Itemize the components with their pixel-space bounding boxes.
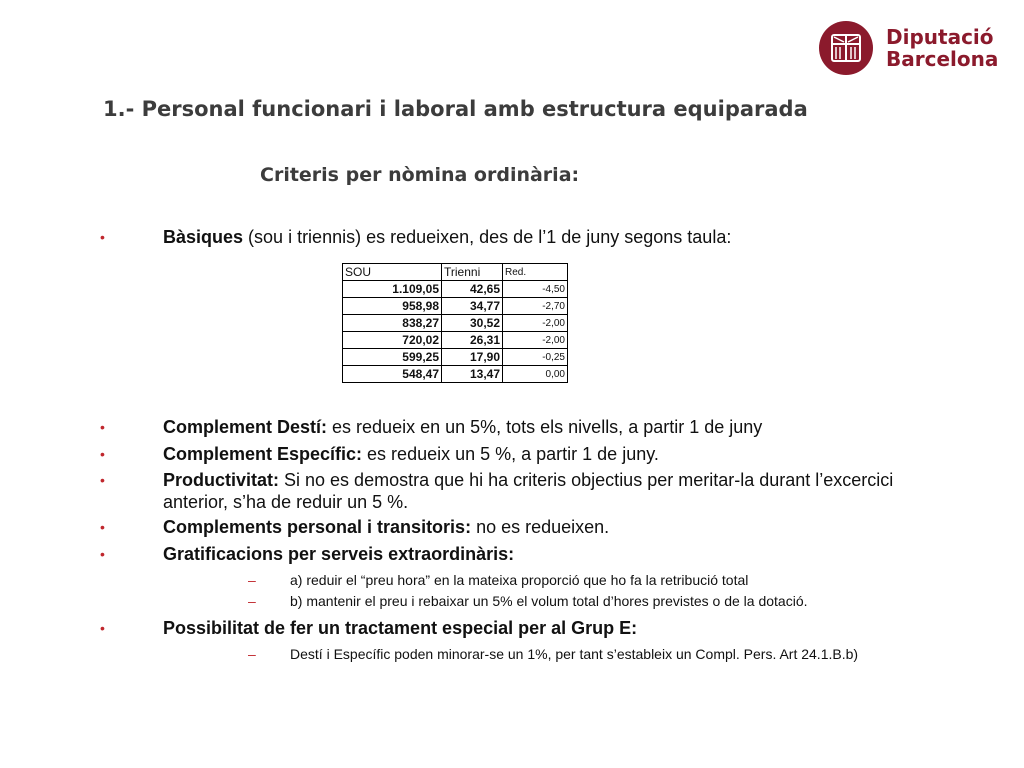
bullet-bold: Complements personal i transitoris:	[163, 517, 472, 537]
table-cell-sou: 838,27	[343, 315, 442, 332]
bullet-icon: •	[100, 419, 105, 435]
table-cell-red: -2,70	[503, 298, 568, 315]
bullet-text	[163, 226, 963, 248]
sub-item-text: Destí i Específic poden minorar-se un 1%, per tant s’estableix un Compl. Pers. Art 24.1.B.b)	[290, 646, 859, 662]
dash-icon: –	[248, 593, 256, 609]
table-row	[343, 349, 568, 366]
bullet-bold: Complement Específic:	[163, 444, 363, 464]
sub-item-text: a) reduir el “preu hora” en la mateixa proporció que ho fa la retribució total	[290, 572, 749, 588]
table-cell-sou: 548,47	[343, 366, 442, 383]
bullet-rest: (sou i triennis) es redueixen, des de l’1 de juny segons taula:	[243, 227, 732, 247]
dash-icon: –	[248, 646, 256, 662]
bullet-icon: •	[100, 446, 105, 462]
table-cell-trienni: 34,77	[442, 298, 503, 315]
table-row	[343, 298, 568, 315]
table-cell-sou: 720,02	[343, 332, 442, 349]
bullet-icon: •	[100, 472, 105, 488]
table-cell-trienni: 13,47	[442, 366, 503, 383]
table-header-cell: SOU	[343, 264, 442, 281]
bullet-bold: Gratificacions per serveis extraordinàris:	[163, 544, 515, 564]
bullet-bold: Complement Destí:	[163, 417, 328, 437]
bullet-bold: Bàsiques	[163, 227, 244, 247]
bullet-icon: •	[100, 620, 105, 636]
table-cell-trienni: 17,90	[442, 349, 503, 366]
table-cell-red: -0,25	[503, 349, 568, 366]
sou-table	[342, 263, 568, 383]
diputacio-logo	[818, 20, 999, 76]
table-cell-red: -2,00	[503, 315, 568, 332]
bullet-icon: •	[100, 229, 105, 245]
coat-of-arms-icon	[818, 20, 874, 76]
bullet-text	[163, 516, 963, 538]
table-cell-red: -2,00	[503, 332, 568, 349]
table-cell-sou: 1.109,05	[343, 281, 442, 298]
table-row	[343, 332, 568, 349]
table-header-cell: Red.	[503, 264, 568, 281]
table-cell-red: -4,50	[503, 281, 568, 298]
bullet-text	[163, 469, 963, 513]
table-header-row	[343, 264, 568, 281]
bullet-rest: es redueix en un 5%, tots els nivells, a partir 1 de juny	[327, 417, 763, 437]
table-row	[343, 366, 568, 383]
bullet-rest: no es redueixen.	[471, 517, 610, 537]
bullet-bold: Productivitat:	[163, 470, 280, 490]
bullet-rest: Si no es demostra que hi ha criteris objectius per meritar-la durant l’excercici anterior, s’ha de reduir un 5 %.	[163, 470, 894, 512]
table-cell-trienni: 42,65	[442, 281, 503, 298]
slide-subtitle: Criteris per nòmina ordinària:	[260, 164, 580, 186]
dash-icon: –	[248, 572, 256, 588]
bullet-text	[163, 443, 963, 465]
bullet-text	[163, 416, 963, 438]
table-cell-trienni: 30,52	[442, 315, 503, 332]
bullet-icon: •	[100, 519, 105, 535]
table-cell-sou: 599,25	[343, 349, 442, 366]
table-cell-sou: 958,98	[343, 298, 442, 315]
slide-title: 1.- Personal funcionari i laboral amb estructura equiparada	[103, 97, 808, 121]
table-header-cell: Trienni	[442, 264, 503, 281]
bullet-bold: Possibilitat de fer un tractament especial per al Grup E:	[163, 618, 638, 638]
table-row	[343, 281, 568, 298]
table-cell-red: 0,00	[503, 366, 568, 383]
bullet-text	[163, 543, 963, 565]
bullet-text	[163, 617, 963, 639]
sub-item-text: b) mantenir el preu i rebaixar un 5% el volum total d’hores previstes o de la dotació.	[290, 593, 808, 609]
logo-text-line2: Barcelona	[886, 47, 999, 71]
table-row	[343, 315, 568, 332]
bullet-icon: •	[100, 546, 105, 562]
bullet-rest: es redueix un 5 %, a partir 1 de juny.	[362, 444, 659, 464]
table-cell-trienni: 26,31	[442, 332, 503, 349]
logo-text-line1: Diputació	[886, 25, 994, 49]
